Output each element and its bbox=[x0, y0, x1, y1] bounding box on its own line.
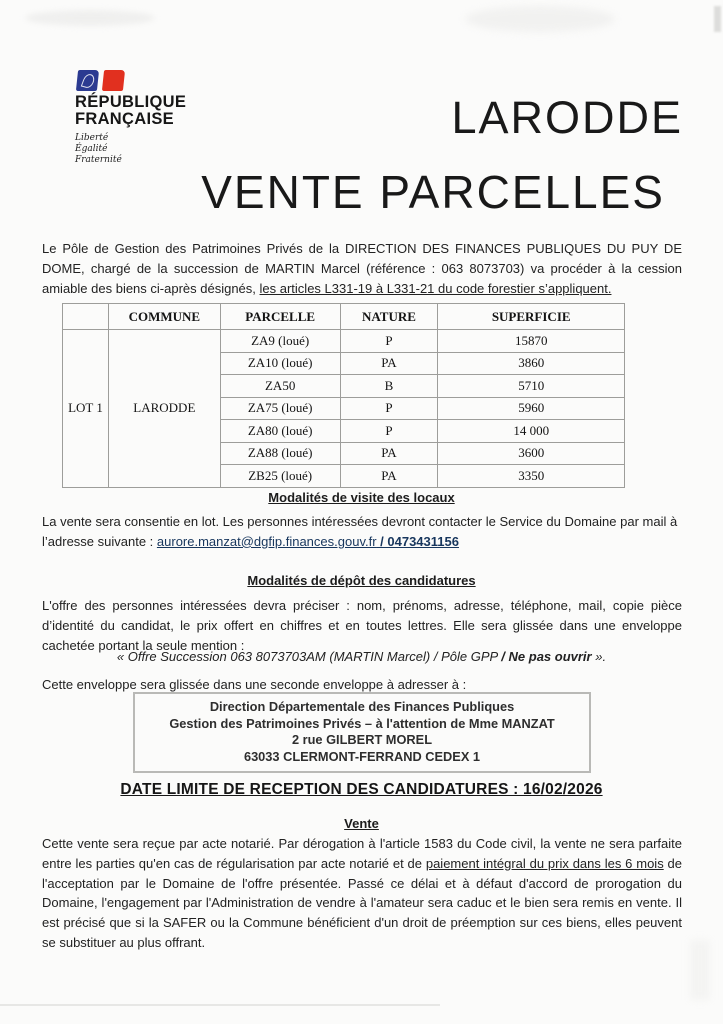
nature-cell: P bbox=[340, 420, 438, 443]
table-row bbox=[63, 330, 625, 353]
envelope-mention-line bbox=[0, 649, 723, 664]
superficie-cell: 5960 bbox=[438, 397, 625, 420]
parcelle-cell: ZB25 (loué) bbox=[220, 465, 340, 488]
parcelle-cell: ZA80 (loué) bbox=[220, 420, 340, 443]
depot-paragraph: L'offre des personnes intéressées devra préciser : nom, prénoms, adresse, téléphone, mail, copie pièce d’identité du candidat, le prix offert en chiffres et en toutes lettres. Elle sera glissée dans une enveloppe cachetée portant la seule mention : bbox=[42, 598, 682, 653]
col-header-parcelle: PARCELLE bbox=[220, 304, 340, 330]
intro-paragraph bbox=[42, 239, 682, 298]
intro-text: Le Pôle de Gestion des Patrimoines Privés de la DIRECTION DES FINANCES PUBLIQUES DU PUY DE DOME, chargé de la succession de MARTIN Marcel (référence : 063 8073703) va procéder à la cession amiable des biens ci-après désignés, bbox=[42, 241, 682, 296]
parcelle-cell: ZA9 (loué) bbox=[220, 330, 340, 353]
vente-heading: Vente bbox=[344, 816, 379, 831]
republique-francaise-logo bbox=[75, 70, 186, 166]
commune-cell: LARODDE bbox=[108, 330, 220, 488]
contact-phone: / 0473431156 bbox=[376, 533, 459, 549]
mention-text: « Offre Succession 063 8073703AM (MARTIN Marcel) / Pôle GPP bbox=[116, 649, 502, 664]
address-line-4: 63033 CLERMONT-FERRAND CEDEX 1 bbox=[243, 748, 481, 764]
mention-closing: ». bbox=[591, 649, 607, 664]
vente-paragraph bbox=[42, 834, 682, 953]
col-header-superficie: SUPERFICIE bbox=[438, 304, 625, 330]
mailing-address-box bbox=[133, 692, 591, 773]
deadline-heading: DATE LIMITE DE RECEPTION DES CANDIDATURES : 16/02/2026 bbox=[120, 781, 603, 798]
nature-cell: P bbox=[340, 330, 438, 353]
superficie-cell: 15870 bbox=[438, 330, 625, 353]
scan-artifact bbox=[714, 6, 721, 32]
visite-paragraph bbox=[42, 512, 682, 552]
col-header-nature: NATURE bbox=[340, 304, 438, 330]
lot-cell: LOT 1 bbox=[63, 330, 109, 488]
scan-artifact bbox=[690, 940, 710, 1000]
parcelle-cell: ZA50 bbox=[220, 375, 340, 398]
nature-cell: PA bbox=[340, 352, 438, 375]
flag-red-panel-icon bbox=[102, 70, 125, 91]
mention-ne-pas-ouvrir: / Ne pas ouvrir bbox=[501, 649, 592, 664]
scan-artifact bbox=[465, 6, 615, 32]
vente-text-after: de l'acceptation par le Domaine de l'offre présentée. Passé ce délai et à défaut d'accord de prorogation du Domaine, l'engagement par l'Administration de vendre à l'amateur sera caduc et le bien sera remis en vente. Il est précisé que si la SAFER ou la Commune bénéficient d'un droit de préemption sur ces biens, elles peuvent se substituer au plus offrant. bbox=[42, 855, 682, 950]
intro-underlined-text: les articles L331-19 à L331-21 du code forestier s’appliquent. bbox=[259, 280, 612, 296]
superficie-cell: 14 000 bbox=[438, 420, 625, 443]
parcelles-table bbox=[62, 303, 625, 488]
french-flag-icon bbox=[77, 70, 186, 91]
address-line-3: 2 rue GILBERT MOREL bbox=[291, 732, 433, 748]
superficie-cell: 3350 bbox=[438, 465, 625, 488]
logo-francaise-text: FRANÇAISE bbox=[75, 110, 174, 128]
nature-cell: B bbox=[340, 375, 438, 398]
visite-text: La vente sera consentie en lot. Les personnes intéressées devront contacter le Service du Domaine par mail à l’adresse suivante : bbox=[42, 514, 678, 549]
address-line-1: Direction Départementale des Finances Publiques bbox=[209, 699, 515, 714]
address-line-2: Gestion des Patrimoines Privés – à l'attention de Mme MANZAT bbox=[169, 715, 555, 731]
col-header-commune: COMMUNE bbox=[108, 304, 220, 330]
vente-text-before: Cette vente sera reçue par acte notarié. Par dérogation à l'article 1583 du Code civil, la vente ne sera parfaite entre les parties qu'en cas de régularisation par acte notarié et de bbox=[42, 836, 682, 871]
table-header-row bbox=[63, 304, 625, 330]
depot-heading: Modalités de dépôt des candidatures bbox=[247, 573, 476, 588]
second-envelope-text: Cette enveloppe sera glissée dans une seconde enveloppe à adresser à : bbox=[42, 677, 467, 692]
parcelle-cell: ZA10 (loué) bbox=[220, 352, 340, 375]
nature-cell: PA bbox=[340, 442, 438, 465]
visite-heading: Modalités de visite des locaux bbox=[268, 490, 455, 505]
flag-blue-panel-icon bbox=[76, 70, 99, 91]
superficie-cell: 3860 bbox=[438, 352, 625, 375]
col-header-lot bbox=[63, 304, 109, 330]
nature-cell: PA bbox=[340, 465, 438, 488]
parcelle-cell: ZA75 (loué) bbox=[220, 397, 340, 420]
motto-liberte: Liberté bbox=[75, 133, 109, 143]
scan-artifact bbox=[25, 10, 155, 26]
nature-cell: P bbox=[340, 397, 438, 420]
commune-title: LARODDE bbox=[451, 92, 683, 143]
superficie-cell: 3600 bbox=[438, 442, 625, 465]
motto-fraternite: Fraternité bbox=[75, 155, 122, 165]
parcelle-cell: ZA88 (loué) bbox=[220, 442, 340, 465]
document-title: VENTE PARCELLES bbox=[201, 166, 665, 218]
superficie-cell: 5710 bbox=[438, 375, 625, 398]
contact-email-link[interactable]: aurore.manzat@dgfip.finances.gouv.fr bbox=[156, 533, 377, 549]
logo-republique-text: RÉPUBLIQUE bbox=[75, 93, 187, 111]
motto-egalite: Égalité bbox=[75, 144, 108, 154]
vente-underlined-text: paiement intégral du prix dans les 6 mois bbox=[425, 855, 664, 871]
scan-artifact bbox=[0, 1004, 440, 1006]
